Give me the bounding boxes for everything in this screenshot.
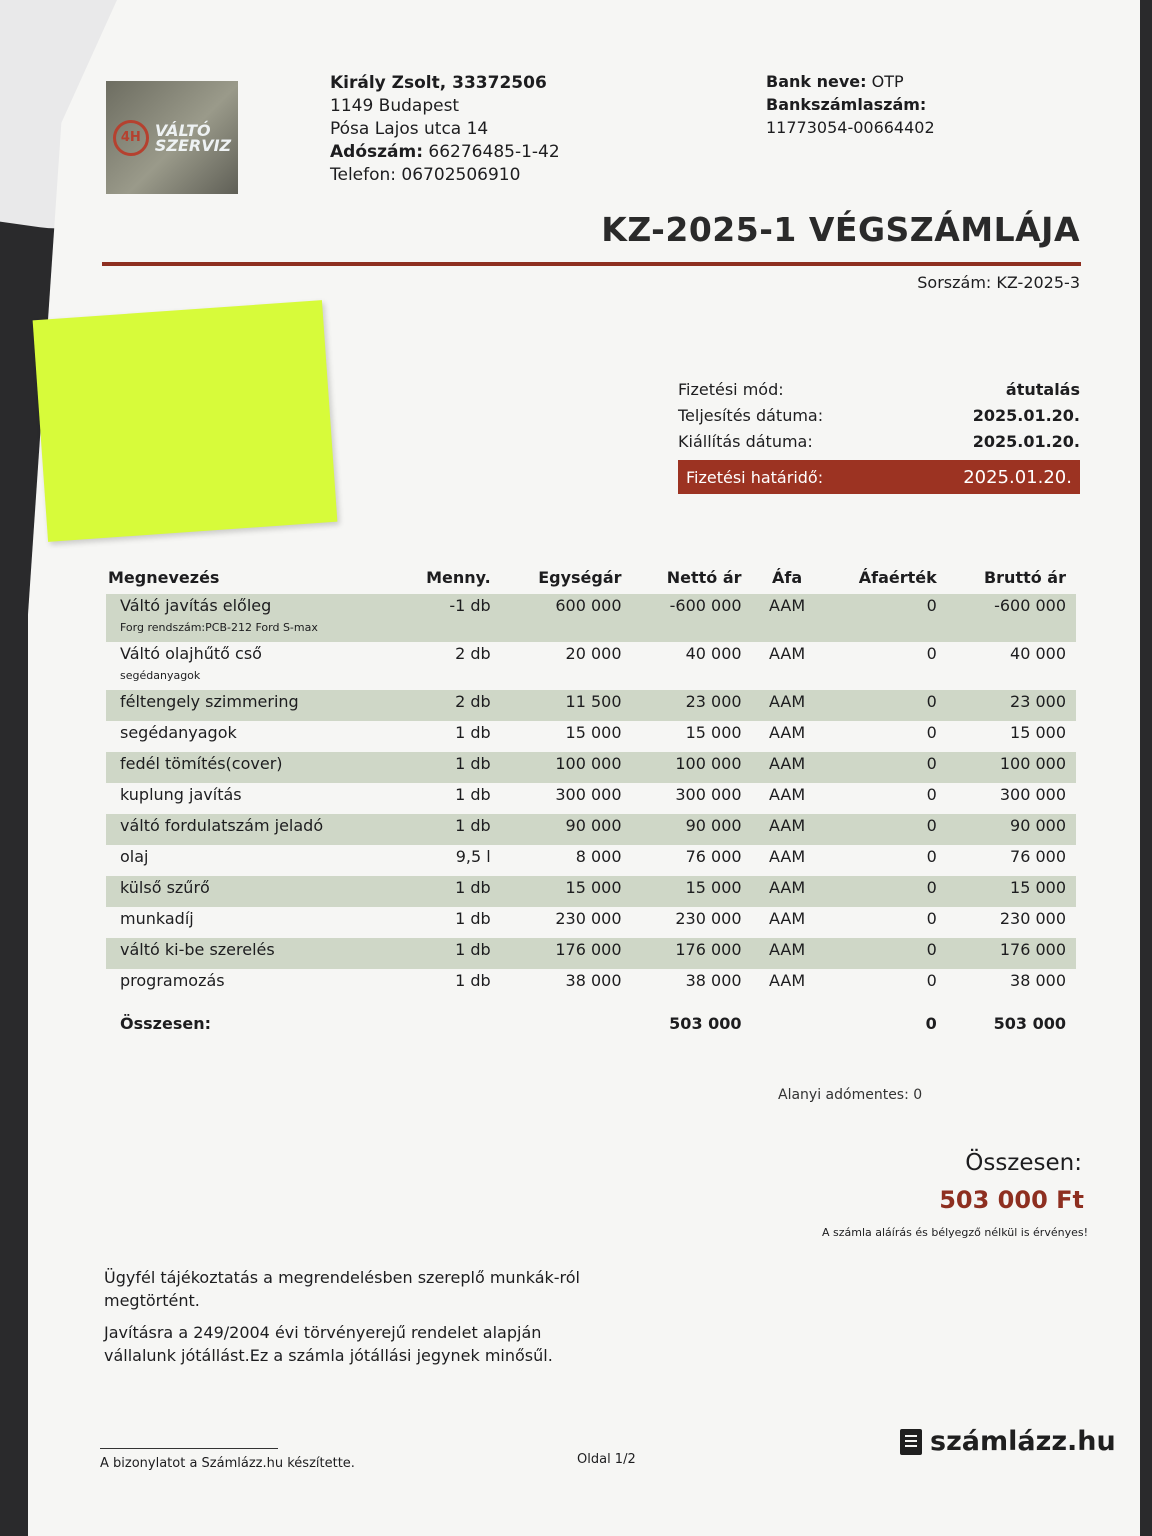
table-row	[106, 642, 1076, 690]
logo-line-2: SZERVIZ	[154, 135, 232, 155]
cell-net: 23 000	[632, 690, 752, 721]
cell-net: 176 000	[632, 938, 752, 969]
cell-net: 100 000	[632, 752, 752, 783]
due-date-bar	[678, 460, 1080, 494]
cell-vat: AAM	[752, 938, 823, 969]
col-header-net: Nettó ár	[666, 567, 742, 587]
note-paragraph: Ügyfél tájékoztatás a megrendelésben szereplő munkák-ról megtörtént.	[104, 1268, 580, 1310]
due-date-label: Fizetési határidő:	[686, 467, 824, 487]
cell-name: munkadíj	[120, 909, 194, 928]
title-divider	[102, 262, 1081, 266]
cell-net: -600 000	[632, 594, 752, 642]
note-paragraph: Javításra a 249/2004 évi törvényerejű rendelet alapján vállalunk jótállást.Ez a számla jótállási jegynek minősűl.	[104, 1323, 553, 1365]
cell-gross: 38 000	[1010, 971, 1066, 990]
cell-vat: AAM	[769, 785, 806, 804]
cell-unit-price: 600 000	[501, 594, 632, 642]
logo-mark: 4H	[113, 120, 149, 156]
cell-unit-price: 20 000	[565, 644, 622, 663]
table-row	[106, 907, 1076, 938]
cell-qty: 9,5 l	[455, 847, 491, 866]
cell-vat: AAM	[769, 847, 806, 866]
page-number: Oldal 1/2	[577, 1452, 636, 1467]
table-row	[106, 938, 1076, 969]
cell-qty: 1 db	[455, 723, 491, 742]
sticky-note	[33, 300, 338, 542]
cell-qty: 1 db	[455, 909, 491, 928]
cell-net: 90 000	[632, 814, 752, 845]
bank-name-label: Bank neve:	[766, 72, 867, 91]
cell-subtext: segédanyagok	[120, 669, 201, 682]
footer-made-by: A bizonylatot a Számlázz.hu készítette.	[100, 1456, 355, 1471]
logo-line-1: VÁLTÓ	[154, 120, 211, 140]
completion-date: 2025.01.20.	[972, 405, 1080, 425]
tax-exempt-note: Alanyi adómentes: 0	[778, 1087, 923, 1103]
cell-unit-price: 90 000	[501, 814, 632, 845]
cell-name: programozás	[120, 971, 225, 990]
cell-qty: 2 db	[455, 644, 491, 663]
cell-name: Váltó olajhűtő cső segédanyagok	[106, 642, 394, 690]
seller-street: Pósa Lajos utca 14	[330, 119, 489, 139]
cell-qty: -1 db	[394, 594, 501, 642]
table-row	[106, 969, 1076, 1000]
cell-qty: 1 db	[394, 814, 501, 845]
cell-gross: 15 000	[947, 876, 1076, 907]
cell-subtext: Forg rendszám:PCB-212 Ford S-max	[120, 621, 318, 634]
cell-unit-price: 15 000	[501, 876, 632, 907]
cell-net: 76 000	[685, 847, 742, 866]
cell-name: olaj	[120, 847, 149, 866]
cell-unit-price: 8 000	[575, 847, 622, 866]
col-header-vat: Áfa	[772, 567, 803, 587]
invoice-title: KZ-2025-1 VÉGSZÁMLÁJA	[601, 210, 1080, 249]
items-table	[106, 560, 1076, 1043]
table-row	[106, 721, 1076, 752]
table-row	[106, 752, 1076, 783]
cell-gross: 23 000	[947, 690, 1076, 721]
cell-name: féltengely szimmering	[106, 690, 394, 721]
cell-gross: 15 000	[1010, 723, 1066, 742]
seller-tax-label: Adószám:	[330, 142, 424, 162]
invoice-serial: Sorszám: KZ-2025-3	[917, 273, 1080, 292]
grand-total-value: 503 000 Ft	[939, 1186, 1084, 1214]
cell-vat-value: 0	[926, 723, 937, 742]
logo-text	[154, 120, 232, 155]
cell-vat: AAM	[769, 971, 806, 990]
col-header-unit-price: Egységár	[538, 567, 622, 587]
cell-gross: 90 000	[947, 814, 1076, 845]
cell-vat: AAM	[752, 690, 823, 721]
cell-unit-price: 15 000	[565, 723, 622, 742]
cell-unit-price: 100 000	[501, 752, 632, 783]
cell-qty: 2 db	[394, 690, 501, 721]
cell-name: külső szűrő	[106, 876, 394, 907]
seller-name: Király Zsolt, 33372506	[330, 73, 547, 93]
company-logo	[106, 81, 238, 194]
total-gross: 503 000	[993, 1014, 1066, 1033]
due-date: 2025.01.20.	[963, 466, 1072, 488]
bank-account: 11773054-00664402	[766, 118, 935, 137]
cell-gross: 76 000	[1010, 847, 1066, 866]
cell-name: fedél tömítés(cover)	[106, 752, 394, 783]
total-label: Összesen:	[120, 1014, 211, 1033]
cell-unit-price: 38 000	[565, 971, 622, 990]
grand-total-label: Összesen:	[965, 1150, 1082, 1176]
col-header-gross: Bruttó ár	[983, 567, 1066, 587]
cell-gross: 300 000	[999, 785, 1066, 804]
seller-phone: Telefon: 06702506910	[330, 165, 521, 185]
cell-vat-value: 0	[926, 644, 937, 663]
issue-date: 2025.01.20.	[972, 431, 1080, 451]
document-icon	[900, 1429, 922, 1455]
payment-details	[678, 376, 1080, 494]
cell-gross: 230 000	[999, 909, 1066, 928]
cell-gross: 40 000	[1010, 644, 1066, 663]
table-row	[106, 876, 1076, 907]
cell-vat-value: 0	[823, 938, 947, 969]
cell-qty: 1 db	[455, 971, 491, 990]
cell-name: Váltó javítás előleg Forg rendszám:PCB-212 Ford S-max	[106, 594, 394, 642]
bank-block	[766, 70, 935, 139]
cell-name: segédanyagok	[120, 723, 237, 742]
cell-vat-value: 0	[926, 909, 937, 928]
table-row	[106, 690, 1076, 721]
cell-vat-value: 0	[823, 752, 947, 783]
cell-unit-price: 11 500	[501, 690, 632, 721]
total-net: 503 000	[669, 1014, 742, 1033]
cell-qty: 1 db	[394, 752, 501, 783]
cell-net: 230 000	[675, 909, 742, 928]
table-header-row	[106, 560, 1076, 594]
cell-vat: AAM	[752, 814, 823, 845]
seller-city: 1149 Budapest	[330, 96, 460, 116]
payment-method-label: Fizetési mód:	[678, 379, 784, 399]
cell-vat-value: 0	[823, 814, 947, 845]
completion-date-label: Teljesítés dátuma:	[678, 405, 824, 425]
cell-gross: 176 000	[947, 938, 1076, 969]
col-header-name: Megnevezés	[108, 567, 220, 587]
table-row	[106, 814, 1076, 845]
bank-account-label: Bankszámlaszám:	[766, 95, 927, 114]
table-row	[106, 783, 1076, 814]
cell-name: kuplung javítás	[120, 785, 242, 804]
cell-vat-value: 0	[926, 847, 937, 866]
cell-net: 38 000	[685, 971, 742, 990]
cell-net: 40 000	[685, 644, 742, 663]
table-row	[106, 594, 1076, 642]
cell-vat: AAM	[752, 876, 823, 907]
table-row	[106, 845, 1076, 876]
cell-vat: AAM	[752, 752, 823, 783]
bank-name: OTP	[871, 72, 904, 91]
cell-vat-value: 0	[823, 876, 947, 907]
cell-qty: 1 db	[394, 938, 501, 969]
total-vat-value: 0	[925, 1014, 937, 1033]
seller-block	[330, 72, 560, 187]
col-header-vat-value: Áfaérték	[858, 567, 937, 587]
cell-unit-price: 176 000	[501, 938, 632, 969]
validity-note: A számla aláírás és bélyegző nélkül is érvényes!	[821, 1226, 1088, 1239]
cell-net: 300 000	[675, 785, 742, 804]
cell-vat-value: 0	[926, 971, 937, 990]
cell-name: váltó ki-be szerelés	[106, 938, 394, 969]
customer-notes	[104, 1266, 584, 1376]
payment-method: átutalás	[1005, 379, 1080, 399]
cell-gross: -600 000	[947, 594, 1076, 642]
issue-date-label: Kiállítás dátuma:	[678, 431, 813, 451]
cell-net: 15 000	[632, 876, 752, 907]
cell-net: 15 000	[685, 723, 742, 742]
col-header-qty: Menny.	[426, 567, 491, 587]
brand-name: számlázz.hu	[930, 1426, 1116, 1457]
cell-vat: AAM	[769, 909, 806, 928]
brand-logo	[900, 1426, 1116, 1457]
cell-vat: AAM	[769, 644, 806, 663]
cell-vat: AAM	[752, 594, 823, 642]
cell-name: váltó fordulatszám jeladó	[106, 814, 394, 845]
cell-qty: 1 db	[455, 785, 491, 804]
cell-qty: 1 db	[394, 876, 501, 907]
cell-vat-value: 0	[926, 785, 937, 804]
cell-vat: AAM	[769, 723, 806, 742]
cell-vat-value: 0	[823, 594, 947, 642]
cell-vat-value: 0	[823, 690, 947, 721]
cell-unit-price: 300 000	[555, 785, 622, 804]
cell-gross: 100 000	[947, 752, 1076, 783]
seller-tax-number: 66276485-1-42	[428, 142, 560, 162]
signature-line	[100, 1448, 278, 1449]
table-total-row	[106, 1000, 1076, 1043]
cell-unit-price: 230 000	[555, 909, 622, 928]
